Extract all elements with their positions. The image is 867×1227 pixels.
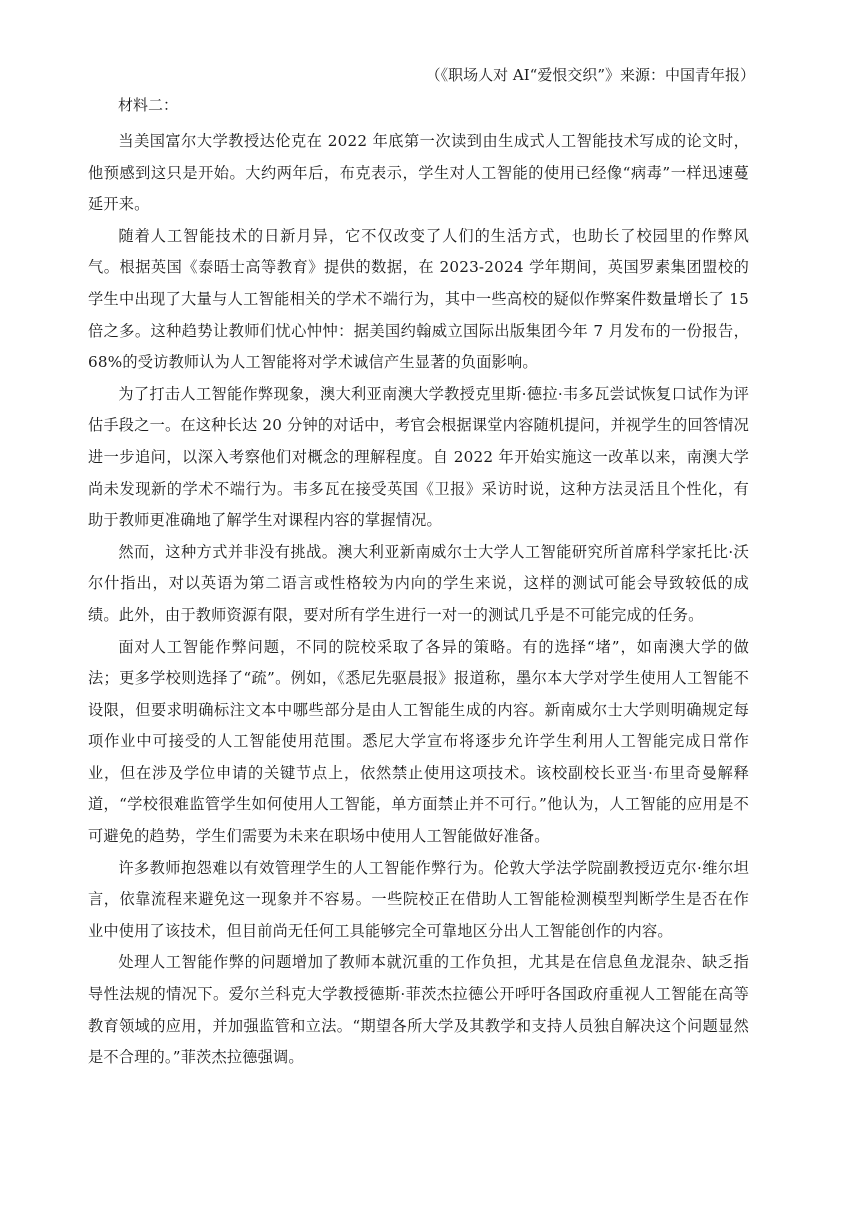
paragraph-5: 面对人工智能作弊问题，不同的院校采取了各异的策略。有的选择“堵”，如南澳大学的做法；更多学校则选择了“疏”。例如，《悉尼先驱晨报》报道称，墨尔本大学对学生使用人工智能不设限，但要求明确标注文本中哪些部分是由人工智能生成的内容。新南威尔士大学则明确规定每项作业中可接受的人工智能使用范围。悉尼大学宣布将逐步允许学生利用人工智能完成日常作业，但在涉及学位申请的关键节点上，依然禁止使用这项技术。该校副校长亚当·布里奇曼解释道，“学校很难监管学生如何使用人工智能，单方面禁止并不可行。”他认为，人工智能的应用是不可避免的趋势，学生们需要为未来在职场中使用人工智能做好准备。 — [88, 637, 749, 846]
paragraph-7: 处理人工智能作弊的问题增加了教师本就沉重的工作负担，尤其是在信息鱼龙混杂、缺乏指导性法规的情况下。爱尔兰科克大学教授德斯·菲茨杰拉德公开呼吁各国政府重视人工智能在高等教育领域的应用，并加强监管和立法。“期望各所大学及其教学和支持人员独自解决这个问题显然是不合理的。”菲茨杰拉德强调。 — [88, 953, 749, 1067]
source-citation: （《职场人对 AI“爱恨交织”》来源：中国青年报） — [425, 66, 755, 84]
paragraph-2: 随着人工智能技术的日新月异，它不仅改变了人们的生活方式，也助长了校园里的作弊风气。根据英国《泰晤士高等教育》提供的数据，在 2023-2024 学年期间，英国罗素集团盟校的学生中出现了大量与人工智能相关的学术不端行为，其中一些高校的疑似作弊案件数量增长了 15 倍之多。这种趋势让教师们忧心忡忡：据美国约翰威立国际出版集团今年 7 月发布的一份报告，68%的受访教师认为人工智能将对学术诚信产生显著的负面影响。 — [88, 226, 749, 372]
section-heading: 材料二： — [118, 96, 179, 114]
paragraph-3: 为了打击人工智能作弊现象，澳大利亚南澳大学教授克里斯·德拉·韦多瓦尝试恢复口试作为评估手段之一。在这种长达 20 分钟的对话中，考官会根据课堂内容随机提问，并视学生的回答情况进一步追问，以深入考察他们对概念的理解程度。自 2022 年开始实施这一改革以来，南澳大学尚未发现新的学术不端行为。韦多瓦在接受英国《卫报》采访时说，这种方法灵活且个性化，有助于教师更准确地了解学生对课程内容的掌握情况。 — [88, 384, 749, 530]
paragraph-4: 然而，这种方式并非没有挑战。澳大利亚新南威尔士大学人工智能研究所首席科学家托比·沃尔什指出，对以英语为第二语言或性格较为内向的学生来说，这样的测试可能会导致较低的成绩。此外，由于教师资源有限，要对所有学生进行一对一的测试几乎是不可能完成的任务。 — [88, 542, 749, 624]
paragraph-1: 当美国富尔大学教授达伦克在 2022 年底第一次读到由生成式人工智能技术写成的论文时，他预感到这只是开始。大约两年后，布克表示，学生对人工智能的使用已经像“病毒”一样迅速蔓延开来。 — [88, 132, 749, 214]
paragraph-6: 许多教师抱怨难以有效管理学生的人工智能作弊行为。伦敦大学法学院副教授迈克尔·维尔坦言，依靠流程来避免这一现象并不容易。一些院校正在借助人工智能检测模型判断学生是否在作业中使用了该技术，但目前尚无任何工具能够完全可靠地区分出人工智能创作的内容。 — [88, 858, 749, 940]
